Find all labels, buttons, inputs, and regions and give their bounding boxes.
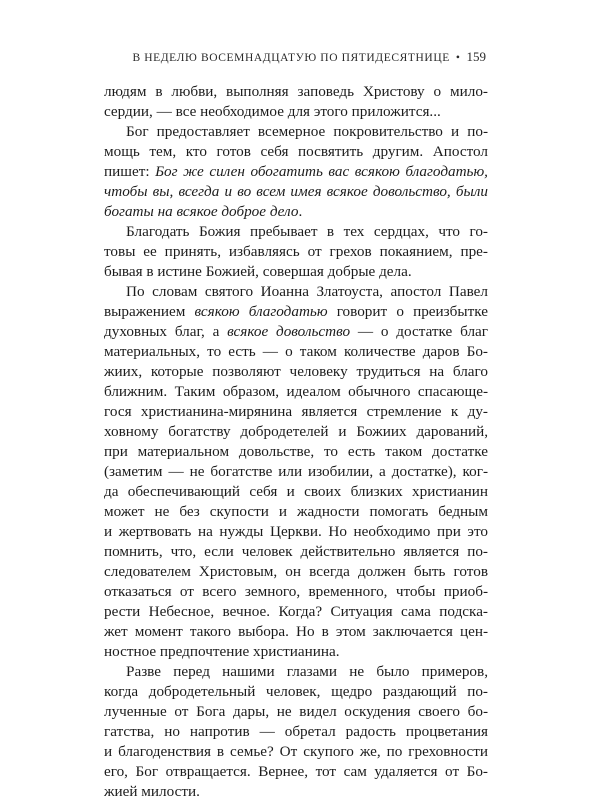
italic-quote: всякою благодатью (194, 303, 328, 320)
text-run: (заметим — не богатстве или изобилии, а достатке), ког- (104, 463, 488, 480)
text-run: при материальном довольстве, то есть таком достатке (104, 443, 488, 460)
text-line (104, 742, 488, 762)
text-run: его, Бог отвращается. Вернее, тот сам удаляется от Бо- (104, 763, 488, 780)
text-run: говорит о преизбытке (327, 303, 488, 320)
text-run: и благоденствия в семье? От скупого же, по греховности (104, 743, 488, 760)
italic-quote: богаты на всякое доброе дело (104, 203, 299, 220)
text-line (104, 162, 488, 182)
text-run: когда добродетельный человек, щедро раздающий по- (104, 683, 488, 700)
body-text (104, 82, 488, 802)
text-line (104, 622, 488, 642)
text-run: Благодать Божия пребывает в тех сердцах, что го- (126, 223, 488, 240)
text-run: ближним. Таким образом, идеалом обычного спасающе- (104, 383, 488, 400)
text-run: . (298, 203, 303, 220)
text-line (104, 462, 488, 482)
italic-quote: чтобы вы, всегда и во всем имея всякое довольство, были (104, 183, 488, 200)
text-line (104, 142, 488, 162)
text-run: следователем Христовым, он всегда должен быть готов (104, 563, 488, 580)
text-run: Разве перед нашими глазами не было примеров, (126, 663, 488, 680)
text-line (104, 682, 488, 702)
text-line (104, 242, 488, 262)
running-header-separator: • (455, 52, 461, 64)
text-line (104, 542, 488, 562)
text-run: ховному богатству добродетелей и Божиих дарований, (104, 423, 488, 440)
text-line (104, 422, 488, 442)
text-run: сердии, — все необходимое для этого приложится... (104, 103, 441, 120)
text-line (104, 282, 488, 302)
text-line (104, 722, 488, 742)
text-run: пишет: (104, 163, 156, 180)
text-line (104, 262, 488, 282)
text-run: жет момент такого выбора. Но в этом заключается цен- (104, 623, 488, 640)
text-line (104, 342, 488, 362)
running-header (132, 49, 486, 65)
text-line (104, 202, 488, 222)
text-line (104, 582, 488, 602)
text-line (104, 82, 488, 102)
text-line (104, 322, 488, 342)
text-line (104, 382, 488, 402)
page-number: 159 (466, 49, 486, 64)
text-run: да обеспечивающий себя и своих близких христианин (104, 483, 488, 500)
text-line (104, 762, 488, 782)
text-line (104, 642, 488, 662)
text-run: духовных благ, а (104, 323, 228, 340)
text-run: может не без скупости и жадности помогать бедным (104, 503, 488, 520)
text-line (104, 102, 488, 122)
text-run: жией милости. (104, 783, 200, 800)
text-line (104, 302, 488, 322)
text-line (104, 502, 488, 522)
text-run: помнить, что, если человек действительно является по- (104, 543, 488, 560)
italic-quote: Бог же силен обогатить вас всякою благодатью, (155, 163, 488, 180)
text-line (104, 522, 488, 542)
text-run: и жертвовать на нужды Церкви. Но необходимо при это (104, 523, 488, 540)
text-run: выражением (104, 303, 195, 320)
text-line (104, 702, 488, 722)
text-run: гатства, но напротив — обретал радость процветания (104, 723, 488, 740)
text-run: — о достатке благ (350, 323, 488, 340)
text-run: По словам святого Иоанна Златоуста, апостол Павел (126, 283, 488, 300)
text-run: рести Небесное, вечное. Когда? Ситуация сама подска- (104, 603, 488, 620)
text-run: товы ее принять, избавляясь от грехов покаянием, пре- (104, 243, 488, 260)
text-line (104, 482, 488, 502)
text-run: лученные от Бога дары, не видел оскудения своего бо- (104, 703, 488, 720)
text-run: Бог предоставляет всемерное покровительство и по- (126, 123, 488, 140)
text-line (104, 662, 488, 682)
text-line (104, 602, 488, 622)
text-run: отказаться от всего земного, временного, чтобы приоб- (104, 583, 488, 600)
text-run: бывая в истине Божией, совершая добрые дела. (104, 263, 412, 280)
text-run: мощь тем, кто готов себя посвятить другим. Апостол (104, 143, 488, 160)
italic-quote: всякое довольство (227, 323, 351, 340)
text-run: ностное предпочтение христианина. (104, 643, 340, 660)
text-line (104, 442, 488, 462)
running-header-title: В НЕДЕЛЮ ВОСЕМНАДЦАТУЮ ПО ПЯТИДЕСЯТНИЦЕ (132, 52, 450, 64)
text-run: гося христианина-мирянина является стремление к ду- (104, 403, 488, 420)
text-line (104, 222, 488, 242)
text-run: материальных, то есть — о таком количестве даров Бо- (104, 343, 488, 360)
text-line (104, 402, 488, 422)
text-line (104, 782, 488, 802)
text-run: людям в любви, выполняя заповедь Христову о мило- (104, 83, 488, 100)
text-line (104, 182, 488, 202)
text-line (104, 362, 488, 382)
text-run: жиих, которые позволяют человеку трудиться на благо (104, 363, 488, 380)
text-line (104, 122, 488, 142)
text-line (104, 562, 488, 582)
